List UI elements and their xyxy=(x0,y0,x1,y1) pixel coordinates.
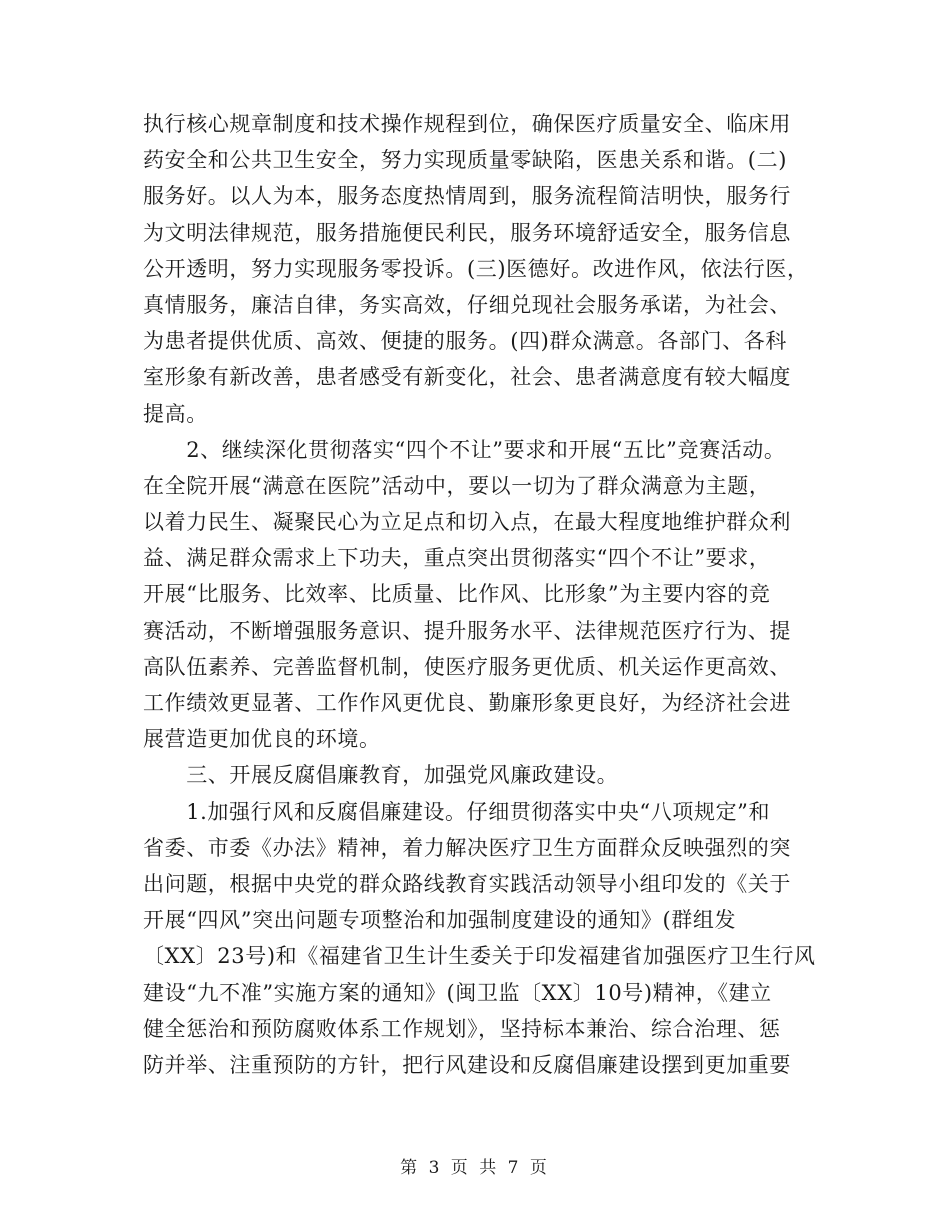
text-line: 省委、市委《办法》精神，着力解决医疗卫生方面群众反映强烈的突 xyxy=(143,835,791,860)
text-line: 开展“比服务、比效率、比质量、比作风、比形象”为主要内容的竞 xyxy=(143,582,771,607)
text-line: 益、满足群众需求上下功夫，重点突出贯彻落实“四个不让”要求， xyxy=(143,546,771,571)
text-line: 出问题，根据中央党的群众路线教育实践活动领导小组印发的《关于 xyxy=(143,871,791,896)
text-line: 展营造更加优良的环境。 xyxy=(143,727,381,752)
body-text xyxy=(143,106,833,1083)
text-line: 执行核心规章制度和技术操作规程到位，确保医疗质量安全、临床用 xyxy=(143,112,791,136)
text-line: 健全惩治和预防腐败体系工作规划》，坚持标本兼治、综合治理、惩 xyxy=(143,1016,781,1041)
text-line: 高队伍素养、完善监督机制，使医疗服务更优质、机关运作更高效、 xyxy=(143,654,791,679)
text-line: 在全院开展“满意在医院”活动中，要以一切为了群众满意为主题， xyxy=(143,473,771,498)
text-line: 提高。 xyxy=(143,401,208,426)
page-footer: 第 3 页 共 7 页 xyxy=(400,1158,550,1178)
text-line: 药安全和公共卫生安全，努力实现质量零缺陷，医患关系和谐。(二) xyxy=(143,148,787,173)
text-line: 为患者提供优质、高效、便捷的服务。(四)群众满意。各部门、各科 xyxy=(143,329,787,354)
text-line: 室形象有新改善，患者感受有新变化，社会、患者满意度有较大幅度 xyxy=(143,365,791,390)
text-line: 赛活动，不断增强服务意识、提升服务水平、法律规范医疗行为、提 xyxy=(143,618,791,643)
text-line: 公开透明，努力实现服务零投诉。(三)医德好。改进作风，依法行医， xyxy=(143,256,809,281)
text-line: 服务好。以人为本，服务态度热情周到，服务流程简洁明快，服务行 xyxy=(143,184,791,209)
text-line: 防并举、注重预防的方针，把行风建设和反腐倡廉建设摆到更加重要 xyxy=(143,1052,791,1077)
text-line: 三、开展反腐倡廉教育，加强党风廉政建设。 xyxy=(143,763,619,788)
text-line: 1.加强行风和反腐倡廉建设。仔细贯彻落实中央“八项规定”和 xyxy=(143,799,771,824)
text-line: 真情服务，廉洁自律，务实高效，仔细兑现社会服务承诺，为社会、 xyxy=(143,292,791,317)
text-line: 2、继续深化贯彻落实“四个不让”要求和开展“五比”竞赛活动。 xyxy=(143,437,786,462)
text-line: 以着力民生、凝聚民心为立足点和切入点，在最大程度地维护群众利 xyxy=(143,510,791,535)
text-line: 〔XX〕23号)和《福建省卫生计生委关于印发福建省加强医疗卫生行风 xyxy=(143,944,816,969)
text-line: 为文明法律规范，服务措施便民利民，服务环境舒适安全，服务信息 xyxy=(143,220,791,245)
text-line: 工作绩效更显著、工作作风更优良、勤廉形象更良好，为经济社会进 xyxy=(143,691,791,715)
text-line: 开展“四风”突出问题专项整治和加强制度建设的通知》(群组发 xyxy=(143,908,737,933)
text-line: 建设“九不准”实施方案的通知》(闽卫监〔XX〕10号)精神，《建立 xyxy=(143,980,772,1005)
